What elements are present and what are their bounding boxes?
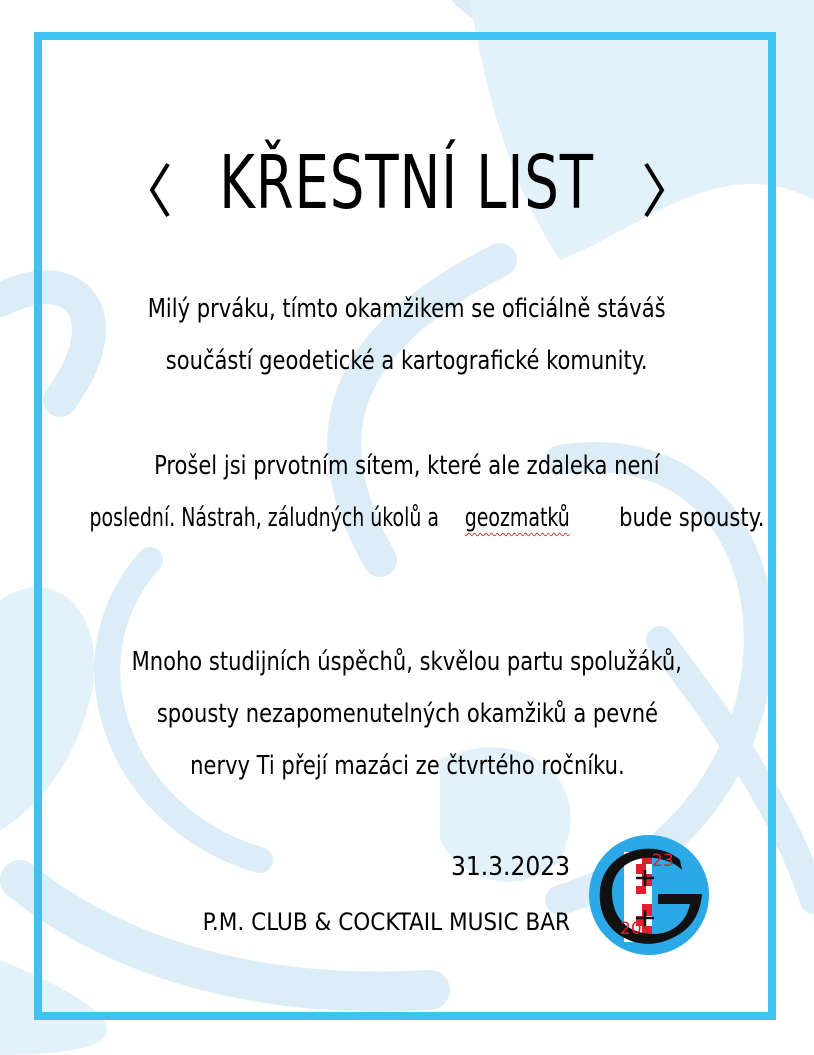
text-line: součástí geodetické a kartografické komunity. <box>166 346 648 376</box>
title-row <box>0 140 814 226</box>
club-logo-icon <box>584 832 714 958</box>
page-title: KŘESTNÍ LIST <box>219 140 595 226</box>
logo-bottom-number: 20 <box>620 919 642 939</box>
text-line: bude spousty. <box>618 503 764 533</box>
text-line: spousty nezapomenutelných okamžiků a pevné <box>156 699 658 729</box>
spellcheck-flagged-word: geozmatků <box>464 503 570 533</box>
text-line: Milý prváku, tímto okamžikem se oficiálně stáváš <box>148 294 666 324</box>
paragraph-first-sieve <box>0 440 814 544</box>
date-text: 31.3.2023 <box>450 852 570 882</box>
text-line: Prošel jsi prvotním sítem, které ale zdaleka není <box>154 451 660 481</box>
text-line: nervy Ti přejí mazáci ze čtvrtého ročníku. <box>189 751 625 781</box>
logo-top-number: 23 <box>652 851 674 871</box>
paragraph-wishes <box>0 636 814 792</box>
text-line-with-flag <box>70 492 575 544</box>
text-line: Mnoho studijních úspěchů, skvělou partu spolužáků, <box>131 647 683 677</box>
paragraph-welcome <box>0 283 814 387</box>
chevron-right-icon <box>638 160 668 220</box>
venue-text: P.M. CLUB & COCKTAIL MUSIC BAR <box>202 908 570 936</box>
text-fragment: poslední. Nástrah, záludných úkolů a <box>89 503 439 533</box>
